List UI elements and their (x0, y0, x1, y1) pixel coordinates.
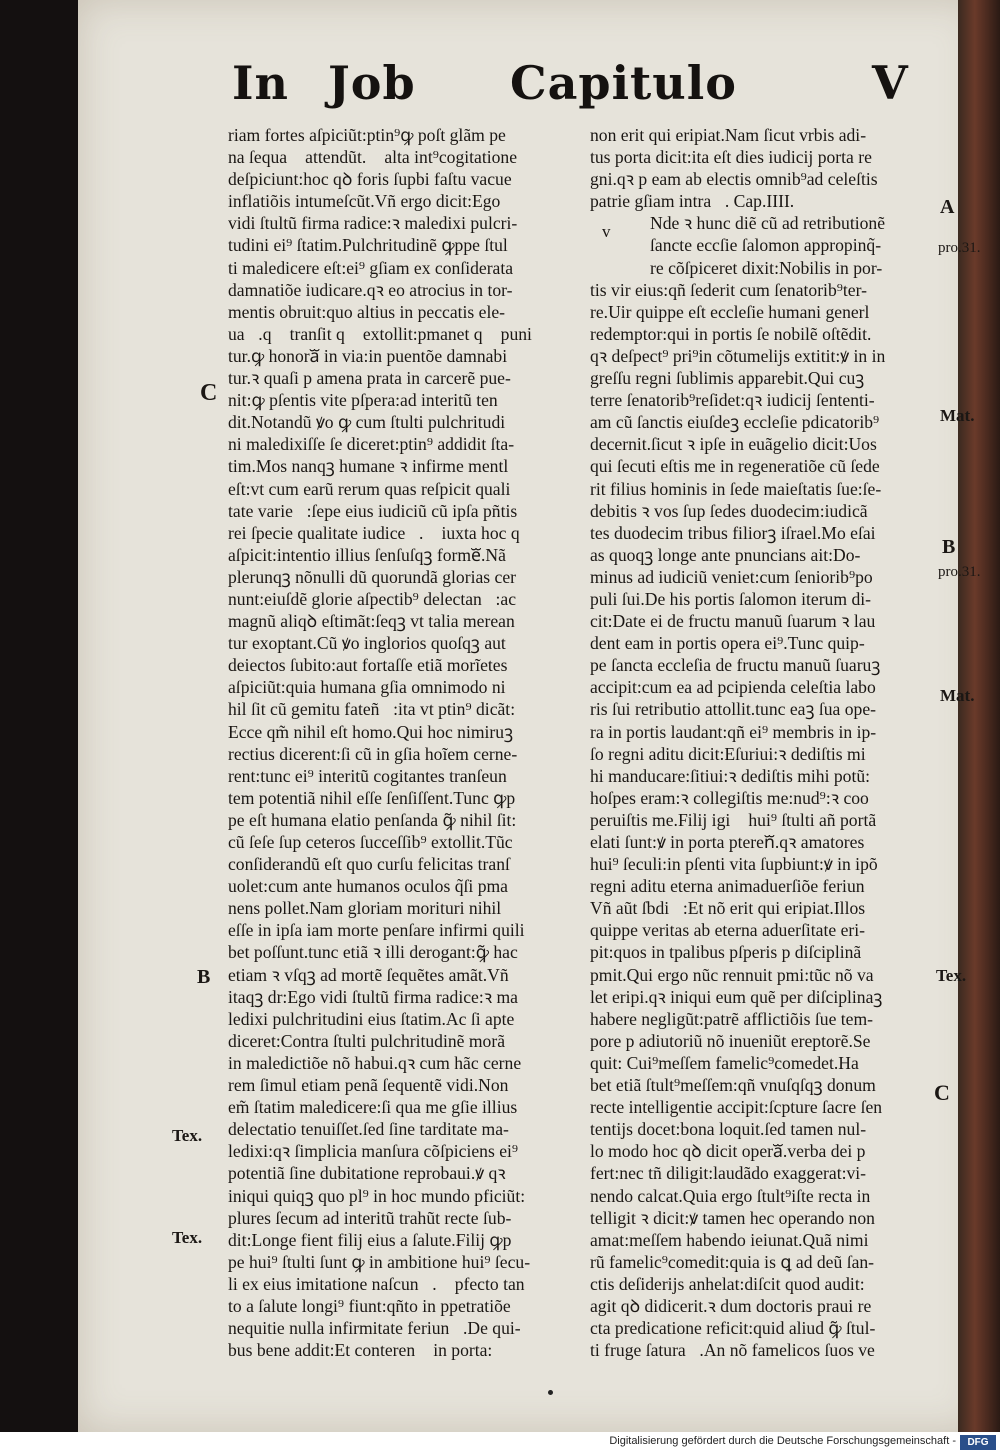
text-line: em̃ ſtatim maledicere:ſi qua me gſie illius (228, 1097, 518, 1118)
text-line: non erit qui eripiat.Nam ſicut vrbis adi- (590, 125, 867, 145)
right-margin-letter-b: B (942, 536, 956, 558)
text-line: rem ſimul etiam penã ſequentẽ vidi.Non (228, 1075, 509, 1096)
text-line: decernit.ſicut ꝛ ipſe in euãgelio dicit:Uos (590, 434, 877, 455)
text-line: habere negligũt:patrẽ afflictiõis ſue tem- (590, 1008, 874, 1029)
header-job: Job (328, 56, 416, 110)
left-margin-tex-1: Tex. (172, 1126, 203, 1145)
text-line: pore p adiutoriũ nõ inueniũt ereptorẽ.Se (590, 1030, 871, 1051)
text-line: telligit ꝛ dicit:ꝟ tamen hec operando non (590, 1207, 875, 1228)
text-line: to a ſalute longi⁹ fiunt:qñto in ppetratiõe (228, 1295, 511, 1316)
text-line: nendo calcat.Quia ergo ſtult⁹iſte recta in (590, 1185, 871, 1206)
text-line: plures ſecum ad interitũ trahũt recte ſub- (228, 1207, 512, 1228)
initial-guide-letter-v: v (602, 222, 611, 241)
text-line: tus porta dicit:ita eſt dies iudicij porta re (590, 147, 872, 168)
text-line: hi manducare:ſitiui:ꝛ dediſtis mihi potũ: (590, 765, 871, 786)
right-margin-mat-2: Mat. (940, 686, 975, 705)
text-line: tis vir eius:qñ ſederit cum ſenatorib⁹ter- (590, 279, 867, 300)
text-line: iniqui quiqꝫ quo pl⁹ in hoc mundo pficiũt: (228, 1185, 526, 1206)
text-line: let eripi.qꝛ iniqui eum quẽ per diſciplinaꝫ (590, 986, 883, 1007)
text-line: debitis ꝛ vos ſup ſedes duodecim:iudicã (590, 500, 868, 521)
text-line: uaᷓ.qꝛ tranſit qꝺ extollit:pmanet qꝺ puni (228, 323, 532, 344)
text-line: ti maledicere eſt:ei⁹ gſiam ex conſiderata (228, 257, 514, 278)
text-line: delectatio tenuiſſet.ſed ſine tarditate ma- (228, 1119, 509, 1140)
text-line: agit qꝺ didicerit.ꝛ dum doctoris praui re (590, 1295, 872, 1316)
text-line: in maledictiõe nõ habui.qꝛ cum hãc cerne (228, 1052, 522, 1073)
text-line: tem potentiã nihil eſſe ſenſiſſent.Tunc ꝙp (228, 787, 516, 808)
text-line: bet etiã ſtult⁹meſſem:qñ vnuſqſqꝫ donum (590, 1075, 876, 1096)
text-line: etiam ꝛ vſqꝫ ad mortẽ ſequẽtes amãt.Vñ (228, 964, 509, 985)
left-margin-letter-c: C (200, 380, 218, 406)
dfg-logo: DFG (960, 1435, 996, 1450)
text-line: dit:Longe fient filij eius a ſalute.Filij ꝙp (228, 1229, 512, 1250)
header-in: In (232, 56, 289, 110)
text-line: tate varieᷓ:ſepe eius iudiciũ cũ ipſa pñtis (228, 500, 518, 521)
text-line: uolet:cum ante humanos oculos q̃ſi pma (228, 876, 508, 897)
right-margin-letter-a: A (940, 196, 955, 218)
text-line: hui⁹ ſeculi:in pſenti vita ſupbiunt:ꝟ in ipõ (590, 854, 878, 875)
text-line: quit: Cui⁹meſſem famelic⁹comedet.Ha (590, 1052, 859, 1073)
text-line: hil ſit cũ gemitu fateñᷓ:ita vt ptin⁹ dicãt: (228, 699, 516, 720)
text-line: ctis deſiderijs anhelat:diſcit quod audit: (590, 1273, 865, 1294)
text-line: eſſe in ipſa iam morte penſare infirmi quili (228, 920, 525, 941)
footer-bar (0, 1432, 1000, 1454)
text-line: gni.qꝛ p eam ab electis omnib⁹ad celeſtis (590, 169, 878, 190)
text-line: ra in portis laudant:qñ ei⁹ membris in ip- (590, 721, 877, 742)
text-line: bus bene addit:Et conterenᷓ in porta:ꝛ (228, 1340, 507, 1361)
text-line: puli ſui.De his portis ſalomon iterum di- (590, 588, 871, 609)
text-line: nunt:eiuſdẽ glorie aſpectib⁹ delectanᷓ:ac (228, 588, 517, 609)
text-line: redemptor:qui in portis ſe nobilẽ oſtẽdit. (590, 323, 872, 344)
text-line: accipit:cum ea ad pcipienda celeſtia labo (590, 677, 876, 698)
text-line: greſſu regni ſublimis apparebit.Qui cuꝫ (590, 368, 865, 389)
text-line: bet poſſunt.tunc etiã ꝛ illi derogant:ꝙ̃ hac (228, 942, 518, 963)
text-line: pe ſancta eccleſia de fructu manuũ ſuaruꝫ (590, 655, 881, 676)
text-line: peruiſtis me.Filij igiᷓ hui⁹ ſtulti añ portã (590, 809, 877, 830)
text-line: quippe veritas ab eterna aduerſitate eri- (590, 920, 866, 941)
text-line: tentijs docet:bona loquit.ſed tamen nul- (590, 1119, 867, 1140)
text-line: aſpiciũt:quia humana gſia omnimodo ni (228, 677, 506, 698)
text-line: Nde ꝛ hunc diẽ cũ ad retributionẽ (650, 213, 886, 234)
left-margin-tex-2: Tex. (172, 1228, 203, 1247)
text-line: lo modo hoc qꝺ dicit operaᷓ.verba dei p (590, 1141, 866, 1162)
text-line: inflatiõis intumeſcũt.Vñ ergo dicit:Ego (228, 191, 501, 212)
text-line: re cõſpiceret dixit:Nobilis in por- (650, 257, 883, 278)
text-line: li ex eius imitatione naſcunᷓ.ꝙ pfecto tan (228, 1273, 525, 1294)
text-line: tudini ei⁹ ſtatim.Pulchritudinẽ ꝙppe ſtul (228, 235, 508, 256)
text-line: pmit.Qui ergo nũc rennuit pmi:tũc nõ va (590, 964, 874, 985)
text-line: tur.ꝛ quaſi p amena prata in carcerẽ pue- (228, 368, 511, 389)
text-line: rit filius hominis in ſede maieſtatis ſue:ſe- (590, 478, 882, 499)
footer-credit: Digitalisierung gefördert durch die Deutsche Forschungsgemeinschaft - (609, 1435, 956, 1447)
text-line: minus ad iudiciũ veniet:cum ſeniorib⁹po (590, 566, 873, 587)
text-line: rectius dicerent:ſi cũ in gſia hoĩem cerne- (228, 743, 518, 764)
text-line: rũ famelic⁹comedit:quia is ꝗ ad deũ ſan- (590, 1251, 875, 1272)
text-line: dent eam in portis opera ei⁹.Tunc quip- (590, 633, 865, 654)
text-line: vidi ſtultũ firma radice:ꝛ maledixi pulcri- (228, 213, 518, 234)
text-line: deſpiciunt:hoc qꝺ foris ſupbi faſtu vacue (228, 169, 512, 190)
text-line: fert:nec tñ diligit:laudãdo exaggerat:vi- (590, 1163, 867, 1184)
text-line: rent:tunc ei⁹ interitũ cogitantes tranſeun (228, 765, 507, 786)
right-margin-pro-31-b: pro.31. (938, 564, 981, 580)
text-line: potentiã ſine dubitatione reprobaui.ꝟ qꝛ (228, 1163, 506, 1184)
header-capitulo: Capitulo (510, 56, 737, 110)
header-chapter-number: V (872, 56, 909, 110)
left-text-column (228, 124, 578, 1361)
text-line: riam fortes aſpiciũt:ptin⁹ꝙ poſt glãm pe (228, 125, 506, 145)
text-line: ris ſui retributio attollit.tunc eaꝫ ſua ope- (590, 699, 877, 720)
left-margin-letter-b: B (197, 966, 211, 988)
text-line: eſt:vt cum earũ rerum quas reſpicit quali (228, 478, 511, 499)
text-line: tes duodecim tribus filiorꝫ iſrael.Mo eſai (590, 522, 876, 543)
text-line: cta predicatione reficit:quid aliud ꝙ̃ ſtul- (590, 1318, 876, 1339)
text-line: patrie gſiam intraᷓ. Cap.IIII. (590, 191, 795, 212)
text-line: ni maledixiſſe ſe diceret:ptin⁹ addidit ſta- (228, 434, 515, 455)
text-line: diceret:Contra ſtulti pulchritudinẽ morã (228, 1030, 506, 1051)
text-line: tur exoptant.Cũ ꝟo inglorios quoſqꝫ aut (228, 633, 506, 654)
running-header (0, 56, 1000, 126)
right-margin-mat-1: Mat. (940, 406, 975, 425)
text-line: cũ ſeſe ſup ceteros ſucceſſib⁹ extollit.Tũc (228, 832, 513, 852)
left-binding-edge (0, 0, 78, 1432)
right-margin-tex: Tex. (936, 966, 967, 985)
text-line: Ecce qm̃ nihil eſt homo.Qui hoc nimiruꝫ (228, 721, 514, 742)
text-line: conſiderandũ eſt quo curſu felicitas tranſ (228, 854, 510, 875)
text-line: ledixi pulchritudini eius ſtatim.Ac ſi apte (228, 1008, 515, 1029)
text-line: qꝛ deſpect⁹ pri⁹in cõtumelijs extitit:ꝟ in in (590, 345, 886, 366)
text-line: re.Uir quippe eſt eccleſie humani generl (590, 301, 870, 322)
text-line: plerunqꝫ nõnulli dũ quorundã glorias cer (228, 566, 516, 587)
text-line: dit.Notandũ ꝟo ꝙ cum ſtulti pulchritudi (228, 412, 506, 433)
right-text-column (590, 124, 940, 1361)
text-line: ſancte eccſie ſalomon appropinq̃- (650, 235, 882, 256)
text-line: magnũ aliqꝺ eſtimãt:ſeqꝫ vt talia merean (228, 611, 515, 632)
text-line: hoſpes eram:ꝛ collegiſtis me:nud⁹:ꝛ coo (590, 787, 869, 808)
text-line: pe eſt humana elatio penſanda ꝙ̃ nihil ſit: (228, 809, 517, 830)
text-line: cit:Date ei de fructu manuũ ſuarum ꝛ lau (590, 611, 876, 632)
right-margin-pro-31-a: pro.31. (938, 240, 981, 256)
text-line: mentis obruit:quo altius in peccatis ele- (228, 301, 506, 322)
text-line: recte intelligentie accipit:ſcpture ſacre ſen (590, 1097, 883, 1118)
page-dot-mark (548, 1390, 553, 1395)
text-line: rei ſpecie qualitate iudiceᷓ.ꝛ iuxta hoc qꝺ (228, 522, 534, 543)
text-line: pe hui⁹ ſtulti ſunt ꝙ in ambitione hui⁹ ſecu- (228, 1251, 531, 1272)
text-line: tim.Mos nanqꝫ humane ꝛ infirme mentl (228, 456, 509, 477)
right-margin-letter-c: C (934, 1080, 950, 1105)
right-page-edge (958, 0, 1000, 1432)
text-line: as quoqꝫ longe ante pnuncians ait:Do- (590, 544, 861, 565)
text-line: damnatiõe iudicare.qꝛ eo atrocius in tor- (228, 279, 513, 300)
text-line: tur.ꝙ honoraᷓ in via:in puentõe damnabi (228, 345, 508, 366)
text-line: am cũ ſanctis eiuſdeꝫ eccleſie pdicatorib⁹ (590, 412, 880, 433)
text-line: nequitie nulla infirmitate feriunᷓ.De qui- (228, 1318, 521, 1339)
text-line: amat:meſſem habendo ieiunat.Quã nimi (590, 1229, 869, 1250)
text-line: itaqꝫ dr:Ego vidi ſtultũ firma radice:ꝛ ma (228, 986, 518, 1007)
text-line: ſo regni aditu dicit:Eſuriui:ꝛ dediſtis mi (590, 743, 866, 764)
text-line: ti fruge ſaturaᷓ.An nõ famelicos ſuos ve (590, 1340, 875, 1361)
text-line: aſpicit:intentio illius ſenſuſqꝫ formeᷓ.Nã (228, 544, 506, 565)
text-line: elati ſunt:ꝟ in porta pterenᷓ.qꝛ amatores (590, 832, 865, 852)
text-line: nit:ꝙ pſentis vite pſpera:ad interitũ ten (228, 390, 498, 411)
text-line: terre ſenatorib⁹reſidet:qꝛ iudicij ſententi- (590, 390, 875, 411)
text-line: nens pollet.Nam gloriam morituri nihil (228, 898, 502, 919)
text-line: regni aditu eterna animaduerſiõe feriunᷓ (590, 876, 879, 897)
text-line: pit:quos in tpalibus pſperis p diſciplinã (590, 942, 862, 963)
text-line: ledixi:qꝛ ſimplicia manſura cõſpiciens ei⁹ (228, 1141, 519, 1162)
text-line: deiectos ſubito:aut fortaſſe etiã morĩetes (228, 655, 508, 676)
text-line: Vñ aũt ſbdiᷓ:Et nõ erit qui eripiat.Illos (590, 898, 866, 919)
text-line: qui ſecuti eſtis me in regeneratiõe cũ ſede (590, 456, 880, 477)
text-line: na ſequaᷓ attendũt.ꝛ alta int⁹cogitatione (228, 147, 518, 168)
